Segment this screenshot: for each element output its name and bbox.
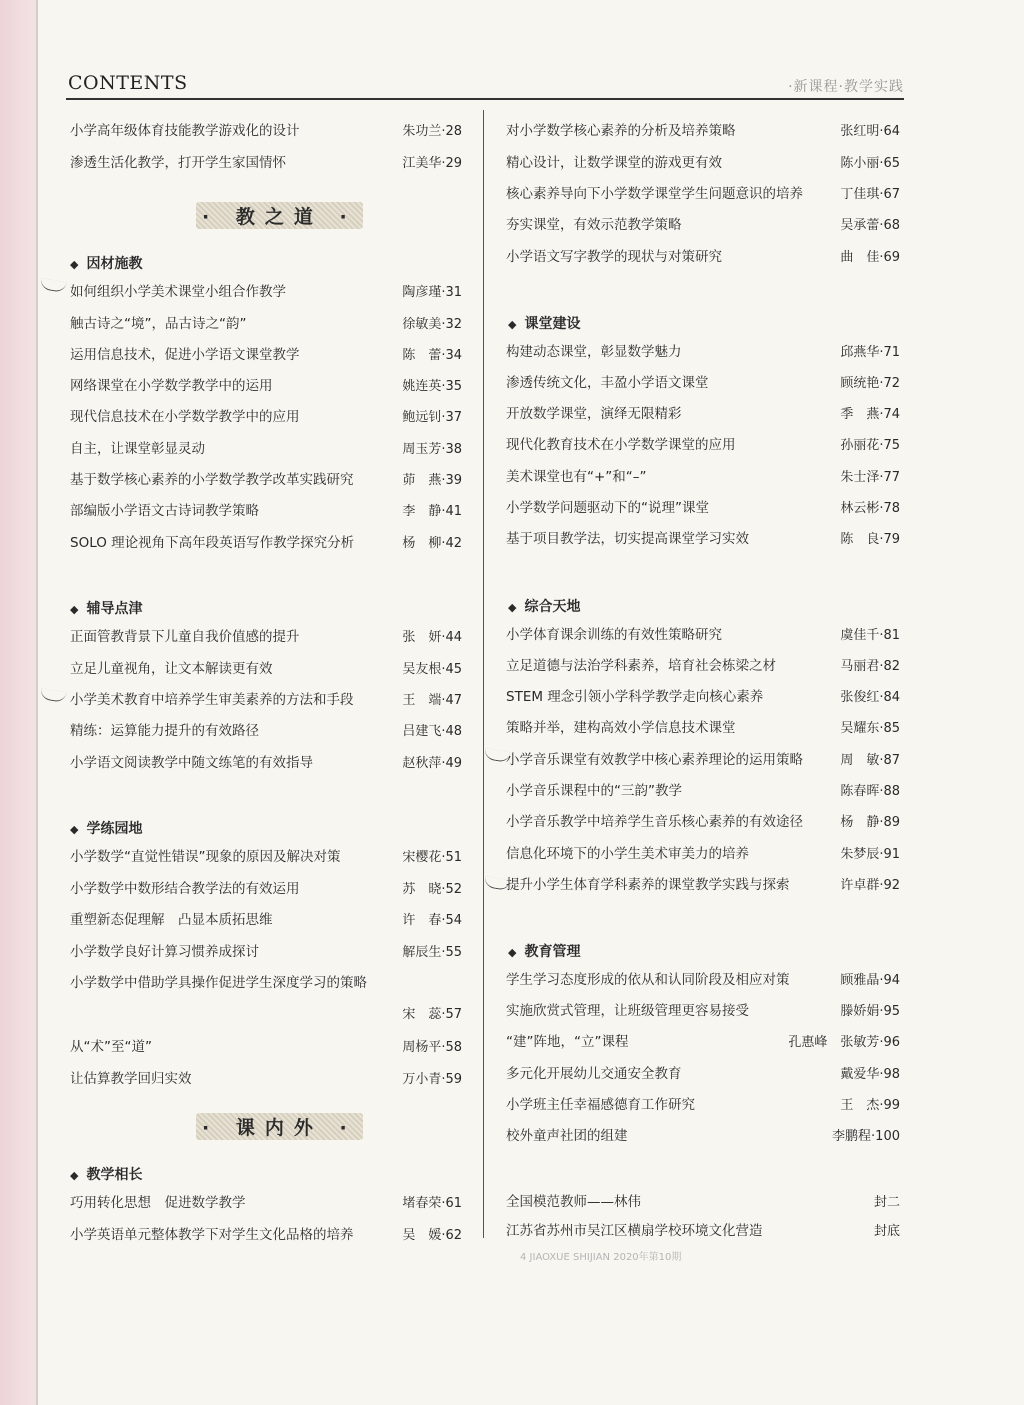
entry-title: 美术课堂也有“+”和“–”: [506, 469, 647, 485]
entry-author-page: 吴耀东·85: [840, 721, 900, 736]
entry-title: 全国模范教师——林伟: [506, 1194, 641, 1210]
toc-entry-title-line: [70, 974, 462, 992]
toc-entry-cover: [506, 1222, 900, 1241]
toc-entry: [70, 1194, 462, 1213]
diamond-icon: ◆: [70, 823, 79, 836]
entry-title: 学生学习态度形成的依从和认同阶段及相应对策: [506, 972, 790, 988]
entry-author-page: 周 敏·87: [840, 753, 900, 768]
toc-entry: [70, 408, 462, 427]
entry-author-page: 茆 燕·39: [402, 473, 462, 488]
toc-entry: [506, 374, 900, 393]
diamond-icon: ◆: [70, 603, 79, 616]
toc-entry: [70, 880, 462, 899]
entry-author-page: 宋 蕊·57: [402, 1007, 462, 1022]
diamond-icon: ◆: [70, 258, 79, 271]
toc-entry: [506, 751, 900, 770]
entry-title: 小学美术教育中培养学生审美素养的方法和手段: [70, 692, 354, 708]
entry-title: 开放数学课堂，演绎无限精彩: [506, 406, 682, 422]
entry-title: 基于项目教学法，切实提高课堂学习实效: [506, 531, 749, 547]
entry-title: 提升小学生体育学科素养的课堂教学实践与探索: [506, 877, 790, 893]
entry-title: 多元化开展幼儿交通安全教育: [506, 1066, 682, 1082]
entry-author-page: 朱功兰·28: [402, 124, 462, 139]
pen-tick-mark: [39, 278, 67, 293]
entry-title: 校外童声社团的组建: [506, 1128, 628, 1144]
entry-author-page: 孔惠峰 张敏芳·96: [788, 1035, 900, 1050]
entry-author-page: 杨 静·89: [840, 815, 900, 830]
entry-title: SOLO 理论视角下高年段英语写作教学探究分析: [70, 535, 355, 551]
toc-entry: [70, 660, 462, 679]
entry-title: 基于数学核心素养的小学数学教学改革实践研究: [70, 472, 354, 488]
entry-title: 触古诗之“境”，品古诗之“韵”: [70, 316, 247, 332]
toc-entry: [70, 943, 462, 962]
toc-entry-cover: [506, 1193, 900, 1212]
entry-author-page: 张红明·64: [840, 124, 900, 139]
section-heading: ◆ 课堂建设: [508, 316, 581, 332]
toc-entry: [506, 436, 900, 455]
diamond-icon: ◆: [508, 318, 517, 331]
toc-entry: [506, 499, 900, 518]
entry-title: 小学数学良好计算习惯养成探讨: [70, 944, 259, 960]
entry-title: 小学音乐课程中的“三韵”教学: [506, 783, 682, 799]
entry-author-page: 邱燕华·71: [840, 345, 900, 360]
toc-entry: [70, 377, 462, 396]
entry-title: 小学数学问题驱动下的“说理”课堂: [506, 500, 709, 516]
entry-author-page: 戴爱华·98: [840, 1067, 900, 1082]
toc-entry: [70, 848, 462, 867]
toc-entry: [506, 343, 900, 362]
entry-author-page: 王 端·47: [402, 693, 462, 708]
entry-title: 渗透传统文化，丰盈小学语文课堂: [506, 375, 709, 391]
entry-author-page: 马丽君·82: [840, 659, 900, 674]
entry-author-page: 苏 晓·52: [402, 882, 462, 897]
entry-title: 现代化教育技术在小学数学课堂的应用: [506, 437, 736, 453]
entry-title: 夯实课堂，有效示范教学策略: [506, 217, 682, 233]
toc-entry: [506, 971, 900, 990]
toc-entry: [70, 122, 462, 141]
entry-author-page: 朱士泽·77: [840, 470, 900, 485]
toc-entry: [506, 688, 900, 707]
toc-entry: [70, 283, 462, 302]
toc-entry: [506, 657, 900, 676]
entry-author-page: 季 燕·74: [840, 407, 900, 422]
entry-author-page: 顾统艳·72: [840, 376, 900, 391]
entry-author-page: 鲍远钊·37: [402, 410, 462, 425]
entry-author-page: 陶彦瑾·31: [402, 285, 462, 300]
toc-entry: [506, 154, 900, 173]
entry-title: 正面管教背景下儿童自我价值感的提升: [70, 629, 300, 645]
entry-title: 精心设计，让数学课堂的游戏更有效: [506, 155, 722, 171]
entry-author-page: 吴友根·45: [402, 662, 462, 677]
entry-author-page: 陈 良·79: [840, 532, 900, 547]
entry-author-page: 万小青·59: [402, 1072, 462, 1087]
pen-tick-mark: [39, 688, 67, 703]
section-banner-jiaozhidao: · 教之道 ·: [196, 202, 363, 229]
toc-entry: [506, 782, 900, 801]
toc-entry: [70, 1226, 462, 1245]
entry-title: 小学数学中数形结合教学法的有效运用: [70, 881, 300, 897]
toc-entry: [70, 1038, 462, 1057]
entry-title: 实施欣赏式管理，让班级管理更容易接受: [506, 1003, 749, 1019]
toc-entry: [506, 813, 900, 832]
entry-author-page: 林云彬·78: [840, 501, 900, 516]
entry-title: 小学语文写字教学的现状与对策研究: [506, 249, 722, 265]
entry-author-page: 吕建飞·48: [402, 724, 462, 739]
entry-author-page: 虞佳千·81: [840, 628, 900, 643]
toc-entry: [506, 185, 900, 204]
entry-title: 如何组织小学美术课堂小组合作教学: [70, 284, 286, 300]
entry-title: 小学体育课余训练的有效性策略研究: [506, 627, 722, 643]
toc-entry: [506, 216, 900, 235]
diamond-icon: ◆: [70, 1169, 79, 1182]
entry-title: 重塑新态促理解 凸显本质拓思维: [70, 912, 273, 928]
toc-entry: [506, 845, 900, 864]
entry-title: 小学音乐教学中培养学生音乐核心素养的有效途径: [506, 814, 803, 830]
entry-title: 运用信息技术，促进小学语文课堂教学: [70, 347, 300, 363]
section-heading: ◆ 教学相长: [70, 1167, 143, 1183]
toc-entry: [70, 471, 462, 490]
section-heading: ◆ 教育管理: [508, 944, 581, 960]
entry-title: 小学班主任幸福感德育工作研究: [506, 1097, 695, 1113]
entry-author-page: 周玉芳·38: [402, 442, 462, 457]
entry-author-page: 陈春晖·88: [840, 784, 900, 799]
toc-entry: [506, 626, 900, 645]
toc-entry: [70, 534, 462, 553]
toc-entry: [70, 1070, 462, 1089]
entry-author-page: 徐敏美·32: [402, 317, 462, 332]
toc-entry: [506, 1096, 900, 1115]
entry-author-page: 顾雅晶·94: [840, 973, 900, 988]
entry-author-page: 周杨平·58: [402, 1040, 462, 1055]
entry-title: 小学数学中借助学具操作促进学生深度学习的策略: [70, 975, 367, 991]
entry-author-page: 李鹏程·100: [832, 1129, 900, 1144]
entry-title: 现代信息技术在小学数学教学中的应用: [70, 409, 300, 425]
toc-entry: [70, 440, 462, 459]
entry-author-page: 丁佳琪·67: [840, 187, 900, 202]
column-divider: [483, 110, 484, 1238]
entry-title: 小学英语单元整体教学下对学生文化品格的培养: [70, 1227, 354, 1243]
entry-title: 江苏省苏州市吴江区横扇学校环境文化营造: [506, 1223, 763, 1239]
toc-entry: [70, 154, 462, 173]
entry-author-page: 陈小丽·65: [840, 156, 900, 171]
toc-entry: [506, 1065, 900, 1084]
contents-heading: CONTENTS: [68, 72, 188, 94]
entry-author-page: 陈 蕾·34: [402, 348, 462, 363]
entry-author-page: 堵春荣·61: [402, 1196, 462, 1211]
toc-entry: [506, 1033, 900, 1052]
entry-author-page: 封底: [873, 1224, 900, 1239]
toc-entry: [506, 530, 900, 549]
entry-title: 立足儿童视角，让文本解读更有效: [70, 661, 273, 677]
entry-title: 构建动态课堂，彰显数学魅力: [506, 344, 682, 360]
journal-header-mark: ·新课程·教学实践: [788, 79, 904, 95]
entry-author-page: 吴 媛·62: [402, 1228, 462, 1243]
toc-entry: [70, 722, 462, 741]
section-heading: ◆ 学练园地: [70, 821, 143, 837]
entry-title: 小学数学“直觉性错误”现象的原因及解决对策: [70, 849, 341, 865]
toc-entry: [506, 719, 900, 738]
entry-title: 策略并举，建构高效小学信息技术课堂: [506, 720, 736, 736]
entry-author-page: 吴承蕾·68: [840, 218, 900, 233]
diamond-icon: ◆: [508, 946, 517, 959]
entry-author-page: 赵秋萍·49: [402, 756, 462, 771]
toc-entry: [506, 876, 900, 895]
entry-title: 信息化环境下的小学生美术审美力的培养: [506, 846, 749, 862]
toc-entry: [506, 248, 900, 267]
entry-title: 核心素养导向下小学数学课堂学生问题意识的培养: [506, 186, 803, 202]
entry-author-page: 张 妍·44: [402, 630, 462, 645]
entry-title: 自主，让课堂彰显灵动: [70, 441, 205, 457]
entry-author-page: 曲 佳·69: [840, 250, 900, 265]
entry-author-page: 解辰生·55: [402, 945, 462, 960]
entry-title: 渗透生活化教学，打开学生家国情怀: [70, 155, 286, 171]
header-rule: [66, 98, 904, 100]
entry-title: 巧用转化思想 促进数学教学: [70, 1195, 246, 1211]
entry-author-page: 宋樱花·51: [402, 850, 462, 865]
entry-title: STEM 理念引领小学科学教学走向核心素养: [506, 689, 764, 705]
entry-author-page: 封二: [873, 1195, 900, 1210]
toc-entry: [506, 1002, 900, 1021]
entry-title: 对小学数学核心素养的分析及培养策略: [506, 123, 736, 139]
page-footer: 4 JIAOXUE SHIJIAN 2020年第10期: [520, 1252, 682, 1263]
toc-entry: [70, 691, 462, 710]
entry-author-page: 许 春·54: [402, 913, 462, 928]
toc-entry: [70, 754, 462, 773]
toc-entry: [70, 346, 462, 365]
entry-author-page: 张俊红·84: [840, 690, 900, 705]
entry-title: 精练：运算能力提升的有效路径: [70, 723, 259, 739]
section-heading: ◆ 辅导点津: [70, 601, 143, 617]
toc-entry: [70, 502, 462, 521]
toc-entry: [506, 122, 900, 141]
entry-author-page: 李 静·41: [402, 504, 462, 519]
entry-title: 从“术”至“道”: [70, 1039, 152, 1055]
toc-entry: [506, 1127, 900, 1146]
entry-author-page: 滕娇娟·95: [840, 1004, 900, 1019]
toc-entry: [70, 911, 462, 930]
toc-entry: [506, 405, 900, 424]
entry-title: 网络课堂在小学数学教学中的运用: [70, 378, 273, 394]
entry-title: “建”阵地，“立”课程: [506, 1034, 629, 1050]
toc-entry: [70, 628, 462, 647]
section-heading: ◆ 因材施教: [70, 256, 143, 272]
toc-entry: [506, 468, 900, 487]
entry-author-page: 孙丽花·75: [840, 438, 900, 453]
entry-title: 部编版小学语文古诗词教学策略: [70, 503, 259, 519]
entry-title: 小学高年级体育技能教学游戏化的设计: [70, 123, 300, 139]
entry-author-page: 江美华·29: [402, 156, 462, 171]
section-heading: ◆ 综合天地: [508, 599, 581, 615]
entry-title: 立足道德与法治学科素养，培育社会栋梁之材: [506, 658, 776, 674]
toc-entry: [70, 315, 462, 334]
entry-title: 小学音乐课堂有效教学中核心素养理论的运用策略: [506, 752, 803, 768]
entry-author-page: 杨 柳·42: [402, 536, 462, 551]
toc-entry-author-line: [70, 1006, 462, 1024]
entry-author-page: 姚连英·35: [402, 379, 462, 394]
entry-title: 让估算教学回归实效: [70, 1071, 192, 1087]
entry-author-page: 许卓群·92: [840, 878, 900, 893]
section-banner-keneiwai: · 课内外 ·: [196, 1113, 363, 1140]
entry-author-page: 朱梦辰·91: [840, 847, 900, 862]
page-binding-edge: [0, 0, 38, 1405]
entry-author-page: 王 杰·99: [840, 1098, 900, 1113]
entry-title: 小学语文阅读教学中随文练笔的有效指导: [70, 755, 313, 771]
diamond-icon: ◆: [508, 601, 517, 614]
